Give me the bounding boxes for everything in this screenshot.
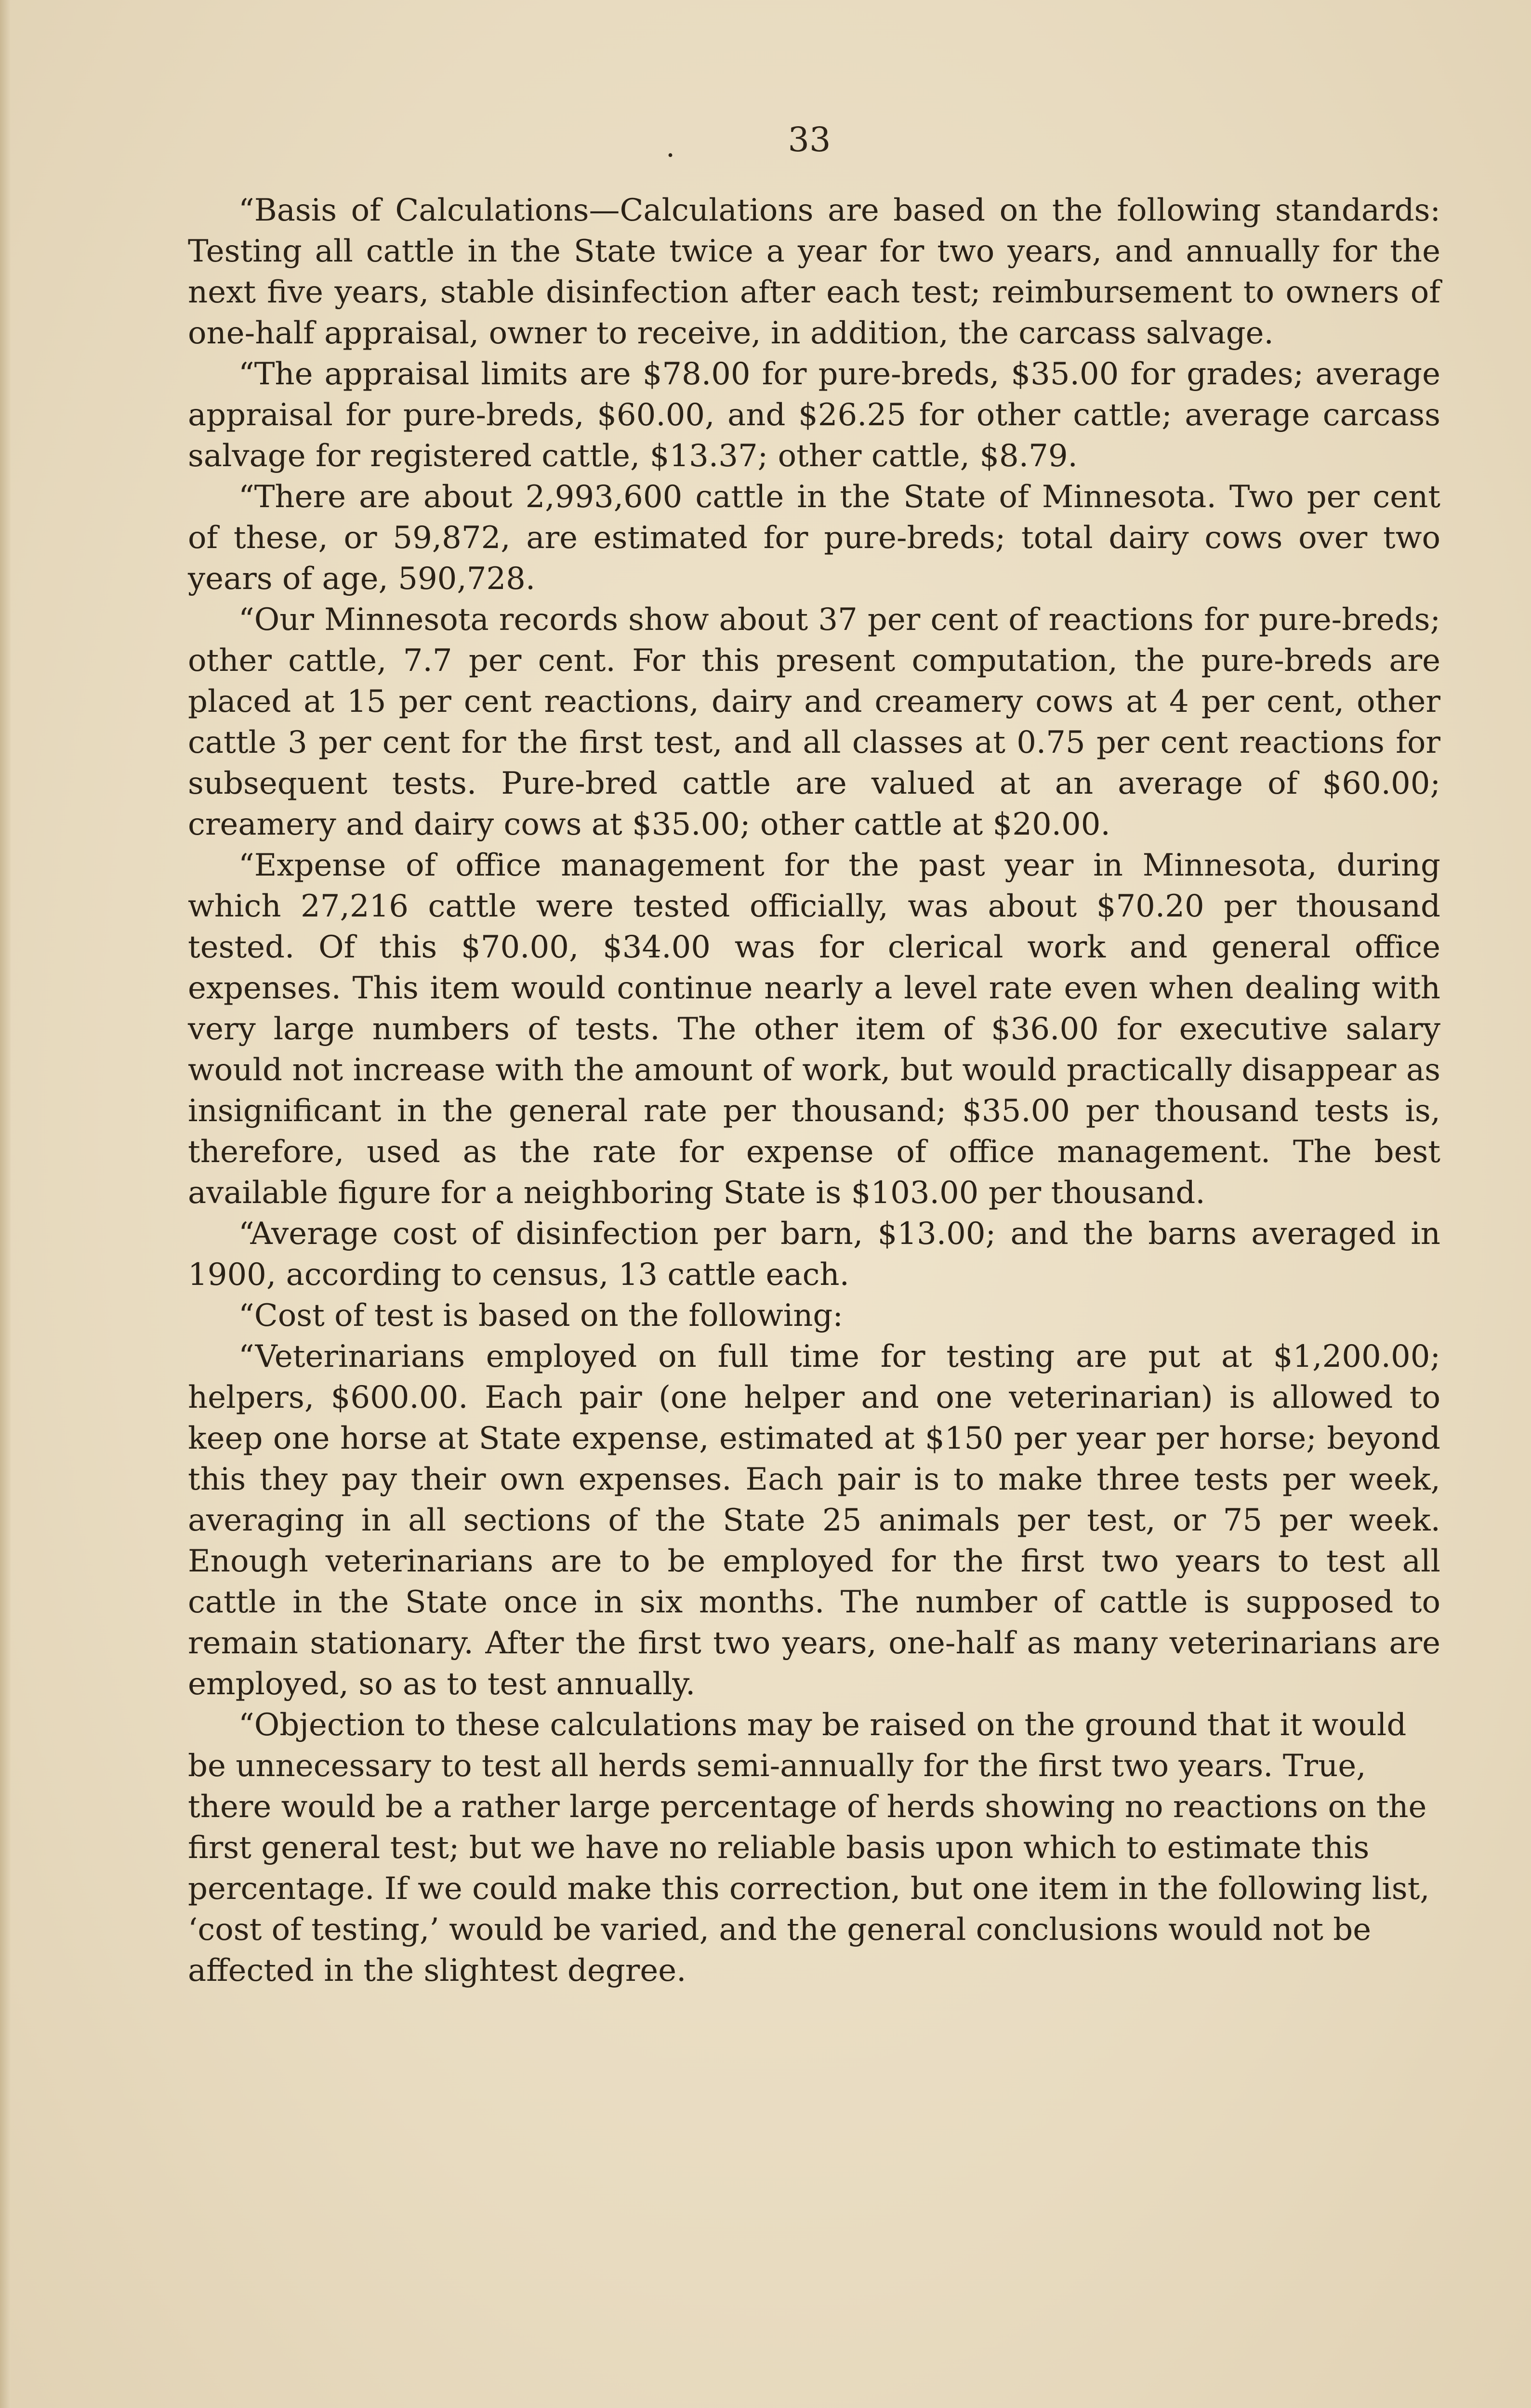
paragraph-reaction-records: “Our Minnesota records show about 37 per cent of reactions for pure-breds; other cattle, 7.7 per cent. For this present computation, the pure-breds are placed at 15 per cent reactions, dairy and creamery cows at 4 per cent, other cattle 3 per cent for the first test, and all classes at 0.75 per cent reactions for subsequent tests. Pure-bred cattle are valued at an average of $60.00; creamery and dairy cows at $35.00; other cattle at $20.00. [188,602,1440,842]
paragraph-veterinarians: “Veterinarians employed on full time for testing are put at $1,200.00; helpers, $600.00. Each pair (one helper and one veterinarian) is allowed to keep one horse at State expense, estimated at $150 per year per horse; beyond this they pay their own expenses. Each pair is to make three tests per week, averaging in all sections of the State 25 animals per test, or 75 per week. Enough veterinarians are to be employed for the first two years to test all cattle in the State once in six months. The number of cattle is supposed to remain stationary. After the first two years, one-half as many veterinarians are employed, so as to test annually. [188,1339,1440,1702]
body-text [188,190,1440,1991]
paragraph-objection: “Objection to these calculations may be raised on the ground that it would be unnecessary to test all herds semi-annually for the first two years. True, there would be a rather large percentage of herds showing no reactions on the first general test; but we have no reliable basis upon which to estimate this percentage. If we could make this correction, but one item in the following list, ‘cost of testing,’ would be varied, and the general conclusions would not be affected in the slightest degree. [188,1707,1430,1989]
paragraph-appraisal-limits: “The appraisal limits are $78.00 for pure-breds, $35.00 for grades; average appraisal for pure-breds, $60.00, and $26.25 for other cattle; average carcass salvage for registered cattle, $13.37; other cattle, $8.79. [188,356,1440,474]
paragraph-cattle-count: “There are about 2,993,600 cattle in the State of Minnesota. Two per cent of these, or 59,872, are estimated for pure-breds; total dairy cows over two years of age, 590,728. [188,479,1440,597]
paragraph-cost-of-test: “Cost of test is based on the following: [238,1298,843,1334]
page-number: 33 [788,120,831,159]
paragraph-office-expense: “Expense of office management for the past year in Minnesota, during which 27,216 cattle were tested officially, was about $70.20 per thousand tested. Of this $70.00, $34.00 was for clerical work and general office expenses. This item would continue nearly a level rate even when dealing with very large numbers of tests. The other item of $36.00 for executive salary would not increase with the amount of work, but would practically disappear as insignificant in the general rate per thousand; $35.00 per thousand tests is, therefore, used as the rate for expense of office management. The best available figure for a neighboring State is $103.00 per thousand. [188,848,1440,1211]
header-dot: . [666,130,675,164]
paragraph-disinfection-cost: “Average cost of disinfection per barn, $13.00; and the barns averaged in 1900, according to census, 13 cattle each. [188,1216,1440,1293]
paragraph-basis-of-calculations: “Basis of Calculations—Calculations are based on the following standards: Testing all cattle in the State twice a year for two years, and annually for the next five years, stable disinfection after each test; reimbursement to owners of one-half appraisal, owner to receive, in addition, the carcass salvage. [188,193,1440,351]
page-binding-edge [0,0,11,2408]
